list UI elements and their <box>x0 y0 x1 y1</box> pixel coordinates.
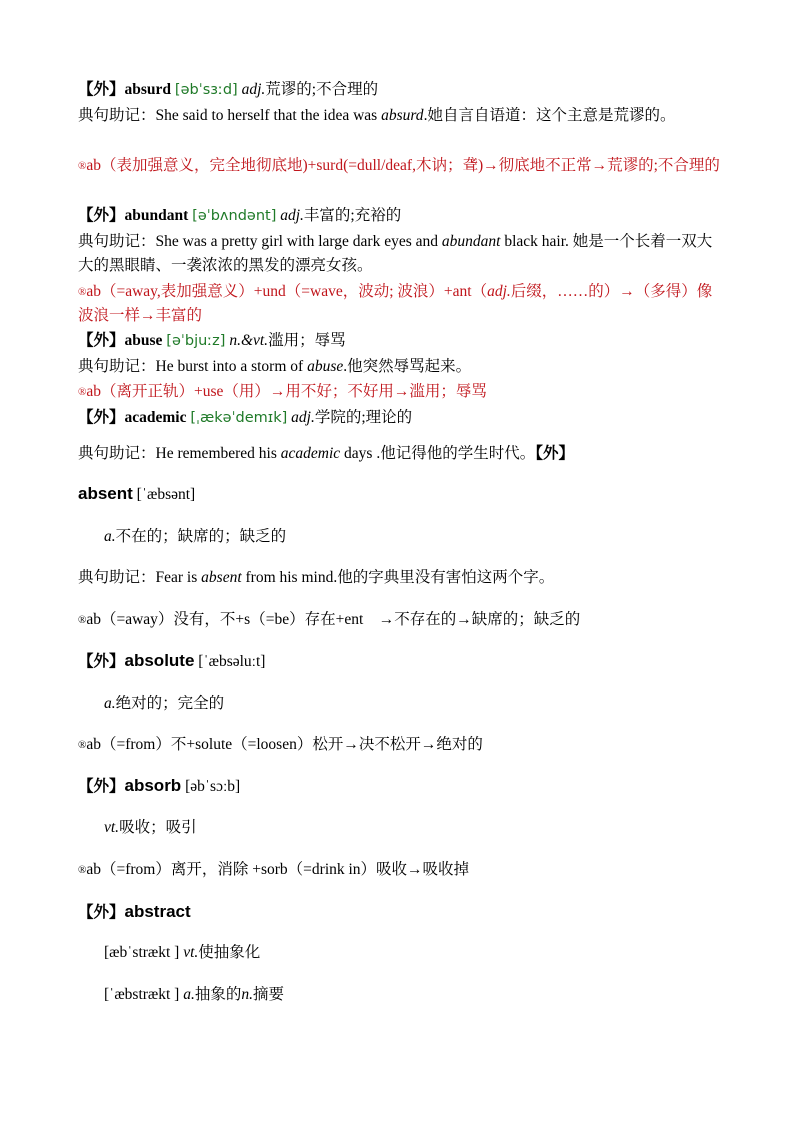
entry-absolute-root <box>78 737 483 753</box>
entry-abstract-sense-verb <box>104 945 260 961</box>
part-of-speech: a. <box>183 986 195 1003</box>
entry-absent-example <box>78 570 554 586</box>
headword: absurd <box>124 81 172 98</box>
root-analysis: ab（离开正轨）+use（用）→用不好；不好用→滥用；辱骂 <box>86 383 487 400</box>
example-label: 典句助记： <box>78 445 156 462</box>
headword: absent <box>78 484 133 503</box>
root-analysis: ab（表加强意义，完全地彻底地)+surd(=dull/deaf,木讷；聋)→彻底地不正常→荒谬的;不合理的 <box>86 157 720 174</box>
entry-absorb-headword-line <box>78 777 240 795</box>
part-of-speech: adj. <box>291 409 315 426</box>
example-text: She was a pretty girl with large dark eyes and <box>155 233 442 250</box>
headword: absorb <box>124 776 182 795</box>
root-analysis: ab（=away）没有，不+s（=be）存在+ent →不存在的→缺席的；缺乏的 <box>86 611 581 628</box>
example-label: 典句助记： <box>78 107 156 124</box>
definition: 丰富的;充裕的 <box>303 207 402 224</box>
root-marker: ® <box>78 160 87 172</box>
example-text: from his mind.他的字典里没有害怕这两个字。 <box>241 569 555 586</box>
example-keyword: academic <box>280 445 341 462</box>
example-text: He burst into a storm of <box>155 358 308 375</box>
part-of-speech: adj. <box>241 81 266 98</box>
entry-absolute-headword-line <box>78 652 265 670</box>
example-keyword: abuse <box>307 358 344 375</box>
entry-abuse-example <box>78 359 471 375</box>
root-marker: ® <box>78 864 87 876</box>
example-label: 典句助记： <box>78 569 156 586</box>
root-marker: ® <box>78 614 87 626</box>
root-analysis: 后缀，……的）→（多得）像波浪一样→丰富的 <box>78 283 713 324</box>
entry-absent-root <box>78 612 580 628</box>
example-keyword: abundant <box>441 233 501 250</box>
part-of-speech: a. <box>104 528 116 545</box>
part-of-speech: vt. <box>104 819 120 836</box>
entry-absent-sense <box>104 529 286 545</box>
example-text: Fear is <box>155 569 202 586</box>
source-tag: 【外】 <box>78 409 125 426</box>
entry-abstract-headword-line <box>78 903 191 921</box>
example-text: days .他记得他的学生时代。 <box>340 445 536 462</box>
definition: 抽象的 <box>194 986 242 1003</box>
example-text: She said to herself that the idea was <box>155 107 382 124</box>
source-tag: 【外】 <box>535 445 574 462</box>
phonetic: [ˌækəˈdemɪk] <box>190 410 288 426</box>
entry-absorb-sense <box>104 820 197 836</box>
definition: 使抽象化 <box>198 944 261 961</box>
part-of-speech: vt. <box>183 944 199 961</box>
headword: absolute <box>124 651 195 670</box>
entry-academic-example <box>78 446 574 462</box>
example-label: 典句助记： <box>78 233 156 250</box>
definition: 吸收；吸引 <box>119 819 197 836</box>
example-text: .他突然辱骂起来。 <box>343 358 472 375</box>
source-tag: 【外】 <box>78 332 125 349</box>
root-marker: ® <box>78 739 87 751</box>
part-of-speech: a. <box>104 695 116 712</box>
entry-abuse-headword-line <box>78 333 346 349</box>
root-pos: adj. <box>487 283 511 300</box>
example-text: He remembered his <box>155 445 281 462</box>
definition: 绝对的；完全的 <box>115 695 225 712</box>
phonetic: [ˈæbsəluːt] <box>198 653 266 670</box>
entry-absurd-example <box>78 104 723 128</box>
root-marker: ® <box>78 386 87 398</box>
entry-absent-headword-line <box>78 485 195 503</box>
source-tag: 【外】 <box>78 778 125 795</box>
entry-absurd-headword-line <box>78 82 378 98</box>
headword: abuse <box>124 332 163 349</box>
headword: abstract <box>124 902 191 921</box>
example-text: .她自言自语道：这个主意是荒谬的。 <box>423 107 676 124</box>
definition: 摘要 <box>252 986 284 1003</box>
phonetic: [əˈbjuːz] <box>166 333 226 349</box>
source-tag: 【外】 <box>78 207 125 224</box>
definition: 荒谬的;不合理的 <box>265 81 379 98</box>
part-of-speech: n. <box>241 986 253 1003</box>
entry-absorb-root <box>78 862 469 878</box>
phonetic: [æbˈstrækt ] <box>104 944 180 961</box>
entry-abstract-sense-adj-noun <box>104 987 284 1003</box>
entry-abundant-example <box>78 230 723 278</box>
definition: 滥用；辱骂 <box>268 332 346 349</box>
entry-academic-headword-line <box>78 410 412 426</box>
phonetic: [ˈæbsənt] <box>136 486 196 503</box>
source-tag: 【外】 <box>78 904 125 921</box>
entry-abundant-headword-line <box>78 208 401 224</box>
root-analysis: ab（=away,表加强意义）+und（=wave，波动; 波浪）+ant（ <box>86 283 488 300</box>
entry-absurd-root <box>78 154 723 178</box>
definition: 学院的;理论的 <box>314 409 413 426</box>
example-keyword: absent <box>201 569 242 586</box>
entry-abuse-root <box>78 384 487 400</box>
phonetic: [ˈæbstrækt ] <box>104 986 180 1003</box>
phonetic: [əˈbʌndənt] <box>192 208 277 224</box>
entry-absolute-sense <box>104 696 224 712</box>
headword: abundant <box>124 207 189 224</box>
definition: 不在的；缺席的；缺乏的 <box>115 528 287 545</box>
root-analysis: ab（=from）离开，消除 +sorb（=drink in）吸收→吸收掉 <box>86 861 470 878</box>
source-tag: 【外】 <box>78 653 125 670</box>
phonetic: [əbˈsɜːd] <box>174 82 238 98</box>
entry-abundant-root <box>78 280 723 328</box>
root-marker: ® <box>78 286 87 298</box>
example-keyword: absurd <box>381 107 424 124</box>
headword: academic <box>124 409 187 426</box>
example-text: black hair. 她是一个长着一双大大的黑眼睛、一袭浓浓的黑发的漂亮女孩。 <box>78 233 713 274</box>
phonetic: [əbˈsɔːb] <box>185 778 241 795</box>
root-analysis: ab（=from）不+solute（=loosen）松开→决不松开→绝对的 <box>86 736 483 753</box>
source-tag: 【外】 <box>78 81 125 98</box>
part-of-speech: n.&vt. <box>229 332 269 349</box>
part-of-speech: adj. <box>280 207 304 224</box>
example-label: 典句助记： <box>78 358 156 375</box>
